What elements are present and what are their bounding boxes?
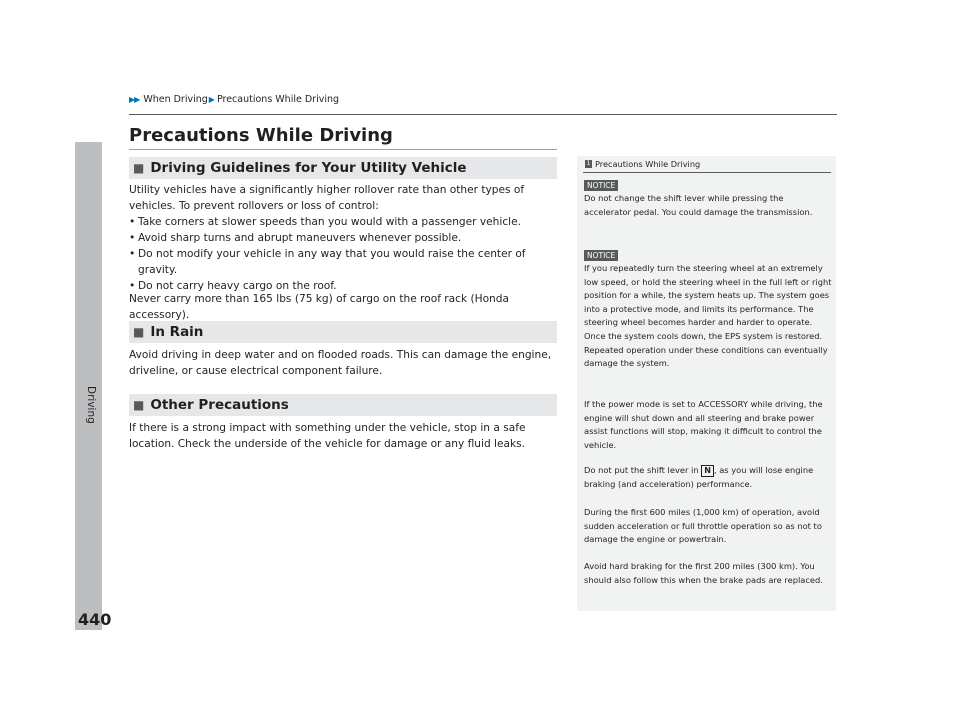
list-item: • Do not modify your vehicle in any way that you would raise the center of gravity. bbox=[129, 246, 561, 278]
guidelines-list bbox=[129, 214, 561, 294]
power-mode-text: If the power mode is set to ACCESSORY while driving, the engine will shut down and all steering and brake power assist functions will stop, making it difficult to control the vehicle. bbox=[584, 399, 823, 450]
section-heading-other bbox=[129, 394, 557, 416]
side-note bbox=[577, 156, 836, 611]
side-note-title-text: Precautions While Driving bbox=[595, 159, 701, 169]
breadcrumb-precautions[interactable]: Precautions While Driving bbox=[216, 94, 340, 105]
section-square-icon: ■ bbox=[133, 161, 145, 175]
page-title: Precautions While Driving bbox=[129, 125, 393, 146]
neutral-key-icon: N bbox=[701, 465, 714, 477]
rain-text: Avoid driving in deep water and on flooded roads. This can damage the engine, driveline, or cause electrical component failure. bbox=[129, 349, 552, 377]
section-heading-text: Other Precautions bbox=[150, 397, 289, 413]
breadcrumb-separator-icon: ▶ bbox=[208, 95, 215, 104]
side-note-title bbox=[585, 159, 700, 169]
breadcrumb bbox=[129, 94, 339, 105]
notice-badge: NOTICE bbox=[584, 250, 618, 261]
section-square-icon: ■ bbox=[133, 398, 145, 412]
list-item: • Take corners at slower speeds than you would with a passenger vehicle. bbox=[129, 214, 561, 230]
header-divider bbox=[129, 114, 837, 115]
notice-text-1: Do not change the shift lever while pressing the accelerator pedal. You could damage the transmission. bbox=[584, 193, 813, 217]
guidelines-intro: Utility vehicles have a significantly higher rollover rate than other types of vehicles. To prevent rollovers or loss of control: bbox=[129, 184, 525, 212]
page-number: 440 bbox=[78, 610, 112, 629]
shift-text-after: , as you will lose engine braking (and acceleration) performance. bbox=[584, 465, 814, 489]
section-heading-text: In Rain bbox=[150, 324, 204, 340]
guidelines-body bbox=[129, 182, 561, 294]
notice-badge: NOTICE bbox=[584, 180, 618, 191]
section-square-icon: ■ bbox=[133, 325, 145, 339]
shift-text-before: Do not put the shift lever in bbox=[584, 465, 699, 475]
section-heading-guidelines bbox=[129, 157, 557, 179]
list-item: • Avoid sharp turns and abrupt maneuvers whenever possible. bbox=[129, 230, 561, 246]
other-text: If there is a strong impact with something under the vehicle, stop in a safe location. Check the underside of the vehicle for damage or any fluid leaks. bbox=[129, 422, 526, 450]
note-number-icon: 1 bbox=[586, 160, 591, 167]
chapter-label: Driving bbox=[85, 386, 97, 424]
section-heading-rain bbox=[129, 321, 557, 343]
section-heading-text: Driving Guidelines for Your Utility Vehicle bbox=[150, 160, 467, 176]
title-divider bbox=[129, 149, 557, 150]
braking-text: Avoid hard braking for the first 200 miles (300 km). You should also follow this when the brake pads are replaced. bbox=[584, 561, 823, 585]
list-item: • Do not carry heavy cargo on the roof. bbox=[129, 278, 561, 294]
breadcrumb-arrow-icon: ▶▶ bbox=[129, 95, 140, 104]
notice-text-2: If you repeatedly turn the steering wheel at an extremely low speed, or hold the steering wheel in the full left or right position for a while, the system heats up. The system goes into a protective mode, and limits its performance. The steering wheel becomes harder and harder to operate. Once the system cools down, the EPS system is restored. Repeated operation under these conditions can eventually damage the system. bbox=[584, 263, 832, 369]
first-miles-text: During the first 600 miles (1,000 km) of operation, avoid sudden acceleration or full throttle operation so as not to damage the engine or powertrain. bbox=[584, 507, 822, 545]
breadcrumb-when-driving[interactable]: When Driving bbox=[143, 94, 208, 105]
side-note-divider bbox=[583, 172, 831, 173]
cargo-text: Never carry more than 165 lbs (75 kg) of cargo on the roof rack (Honda accessory). bbox=[129, 293, 509, 321]
shift-lever-text bbox=[584, 464, 832, 491]
